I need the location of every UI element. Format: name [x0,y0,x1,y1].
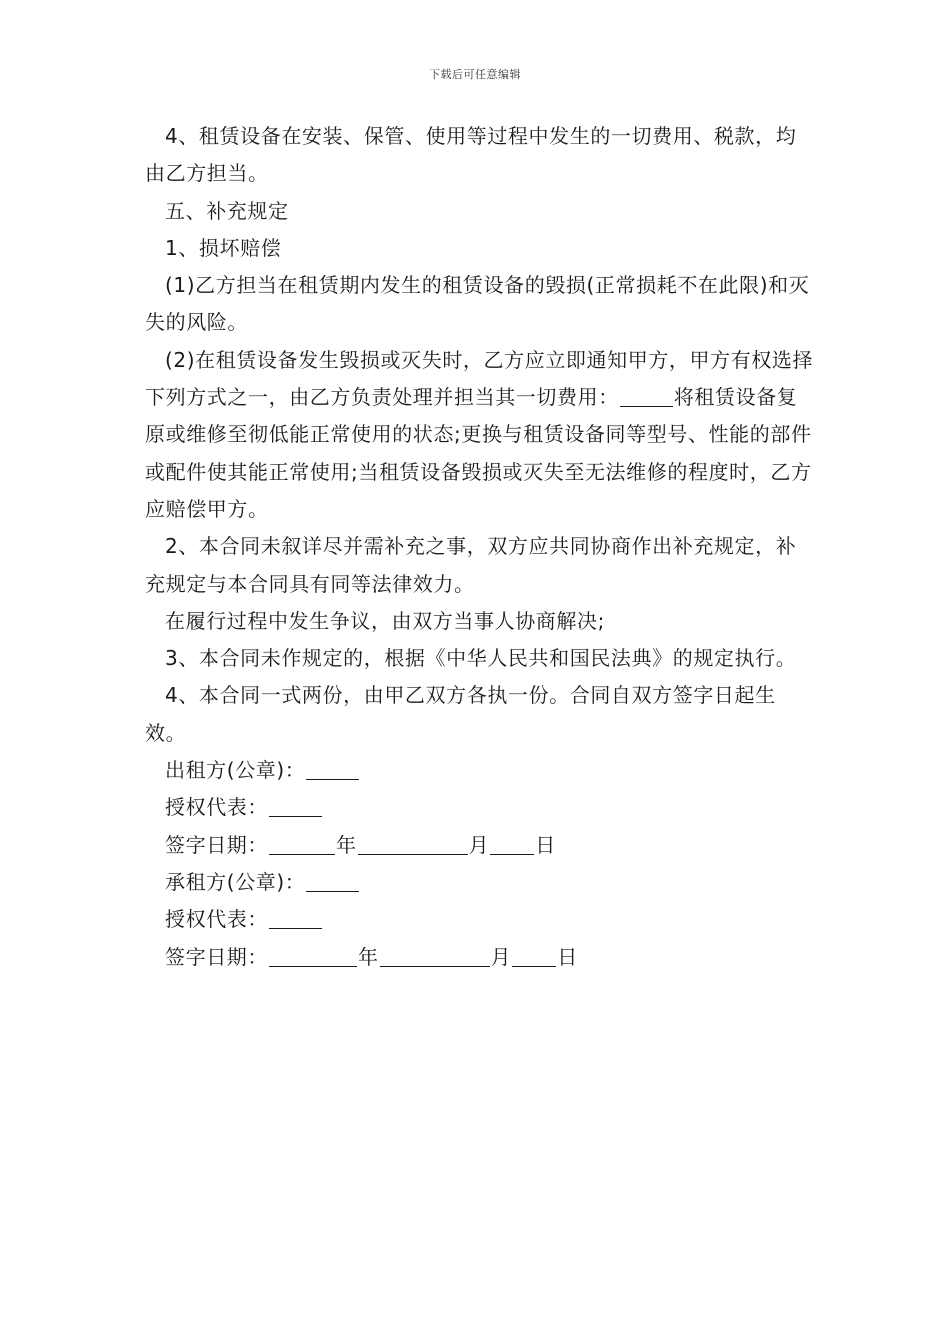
clause-3-law: 3、本合同未作规定的，根据《中华人民共和国民法典》的规定执行。 [165,646,797,671]
dispute-resolution: 在履行过程中发生争议，由双方当事人协商解决; [165,608,605,633]
month-label: 月 [490,944,512,969]
lessee-rep-label: 授权代表： [165,907,268,932]
clause-4-copies: 4、本合同一式两份，由甲乙双方各执一份。合同自双方签字日起生效。 [145,683,776,745]
blank-line [269,794,322,817]
day-label: 日 [557,944,578,969]
year-label: 年 [358,944,379,969]
blank-line [490,832,534,855]
clause-1-item-1: (1)乙方担当在租赁期内发生的租赁设备的毁损(正常损耗不在此限)和灭失的风险。 [145,273,810,335]
lessor-seal-line [145,752,815,789]
blank-line [269,906,322,929]
blank-line [269,832,335,855]
lessor-date-line [145,827,815,864]
lessor-rep-label: 授权代表： [165,795,268,820]
blank-line [306,869,359,892]
page-header: 下载后可任意编辑 [429,68,521,81]
lessee-seal-line [145,864,815,901]
lessee-rep-line [145,901,815,938]
lessee-seal-label: 承租方(公章)： [165,869,306,894]
year-label: 年 [336,832,357,857]
blank-line [512,944,556,967]
clause-1-item-2-text: (2)在租赁设备发生毁损或灭失时，乙方应立即通知甲方，甲方有权选择下列方式之一，由乙方负责处理并担当其一切费用： [145,347,814,410]
blank-line [620,384,673,407]
blank-line [269,944,357,967]
document-body [145,118,815,976]
lessee-date-label: 签字日期： [165,944,268,969]
blank-line [380,944,490,967]
lessor-date-label: 签字日期： [165,832,268,857]
clause-2-supplement: 2、本合同未叙详尽并需补充之事，双方应共同协商作出补充规定，补充规定与本合同具有同等法律效力。 [145,534,797,596]
lessee-date-line [145,939,815,976]
lessor-rep-line [145,789,815,826]
blank-line [358,832,468,855]
clause-4-fees: 4、租赁设备在安装、保管、使用等过程中发生的一切费用、税款，均由乙方担当。 [145,124,797,186]
day-label: 日 [535,832,556,857]
section-five-title: 五、补充规定 [165,198,289,223]
clause-1-item-2 [145,342,815,528]
blank-line [306,757,359,780]
clause-1-damage-title: 1、损坏赔偿 [165,235,282,260]
month-label: 月 [468,832,490,857]
clause-1-item-2-continued: 将租赁设备复原或维修至彻低能正常使用的状态;更换与租赁设备同等型号、性能的部件或配件使其能正常使用;当租赁设备毁损或灭失至无法维修的程度时，乙方应赔偿甲方。 [145,385,812,521]
lessor-seal-label: 出租方(公章)： [165,758,306,783]
